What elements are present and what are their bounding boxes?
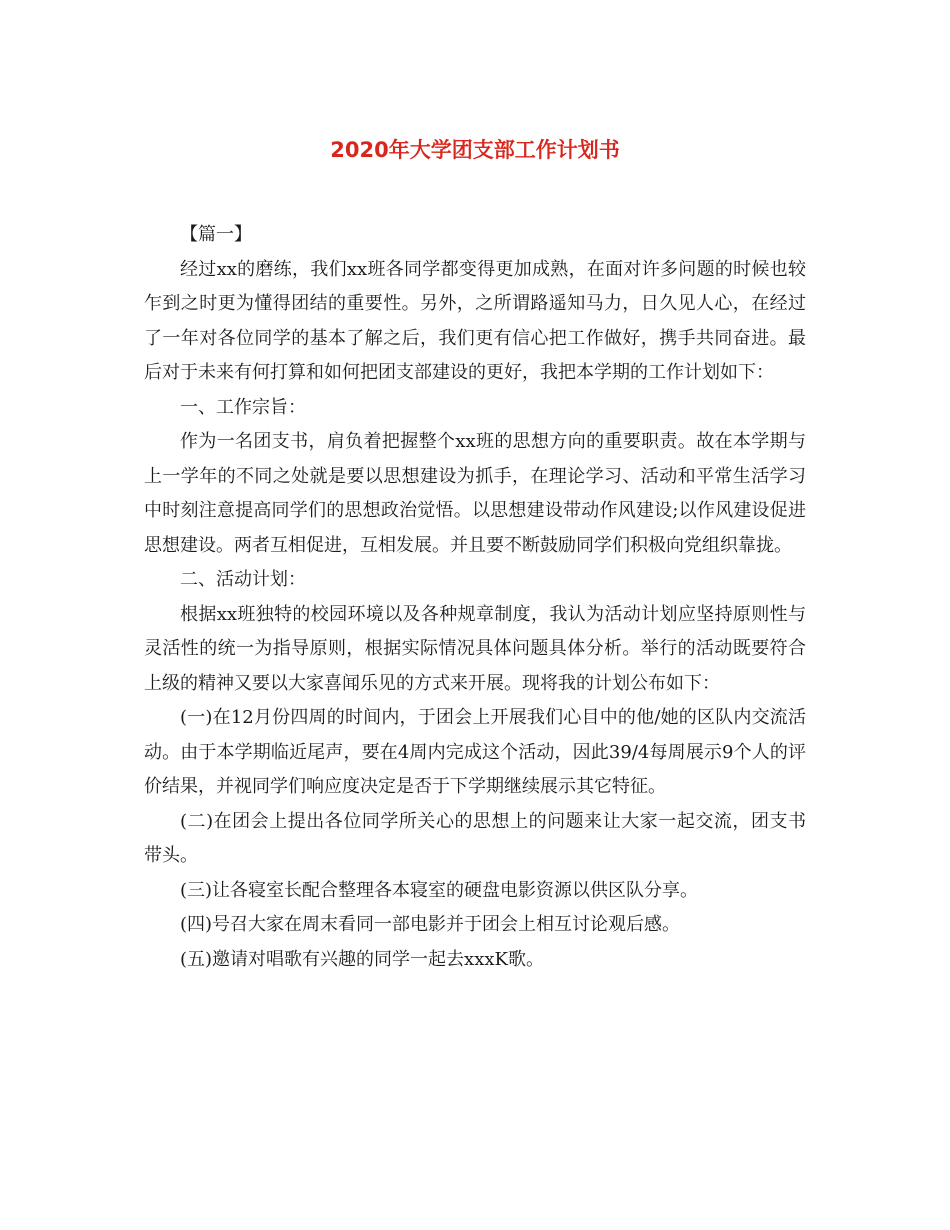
plan-item-2: (二)在团会上提出各位同学所关心的思想上的问题来让大家一起交流，团支书带头。 [144,810,806,866]
section-heading-purpose: 一、工作宗旨： [180,396,306,418]
activity-plan-paragraph: 根据xx班独特的校园环境以及各种规章制度，我认为活动计划应坚持原则性与灵活性的统一为指导原则，根据实际情况具体问题具体分析。举行的活动既要符合上级的精神又要以大家喜闻乐见的方式来开展。现将我的计划公布如下： [144,603,806,694]
document-body [144,218,806,977]
section-heading-activity-plan: 二、活动计划： [180,569,306,590]
purpose-paragraph: 作为一名团支书，肩负着把握整个xx班的思想方向的重要职责。故在本学期与上一学年的不同之处就是要以思想建设为抓手，在理论学习、活动和平常生活学习中时刻注意提高同学们的思想政治觉悟。以思想建设带动作风建设;以作风建设促进思想建设。两者互相促进，互相发展。并且要不断鼓励同学们积极向党组织靠拢。 [144,431,806,556]
plan-item-5: (五)邀请对唱歌有兴趣的同学一起去xxxK歌。 [180,948,544,970]
section-heading-part-one: 【篇一】 [180,224,252,245]
plan-item-4: (四)号召大家在周末看同一部电影并于团会上相互讨论观后感。 [180,914,681,935]
intro-paragraph: 经过xx的磨练，我们xx班各同学都变得更加成熟，在面对许多问题的时候也较乍到之时更为懂得团结的重要性。另外，之所谓路遥知马力，日久见人心，在经过了一年对各位同学的基本了解之后，我们更有信心把工作做好，携手共同奋进。最后对于未来有何打算和如何把团支部建设的更好，我把本学期的工作计划如下： [144,258,806,383]
document-title: 2020年大学团支部工作计划书 [330,138,620,162]
plan-item-3: (三)让各寝室长配合整理各本寝室的硬盘电影资源以供区队分享。 [180,879,699,901]
plan-item-1: (一)在12月份四周的时间内，于团会上开展我们心目中的他/她的区队内交流活动。由于本学期临近尾声，要在4周内完成这个活动，因此39/4每周展示9个人的评价结果，并视同学们响应度决定是否于下学期继续展示其它特征。 [144,707,806,797]
